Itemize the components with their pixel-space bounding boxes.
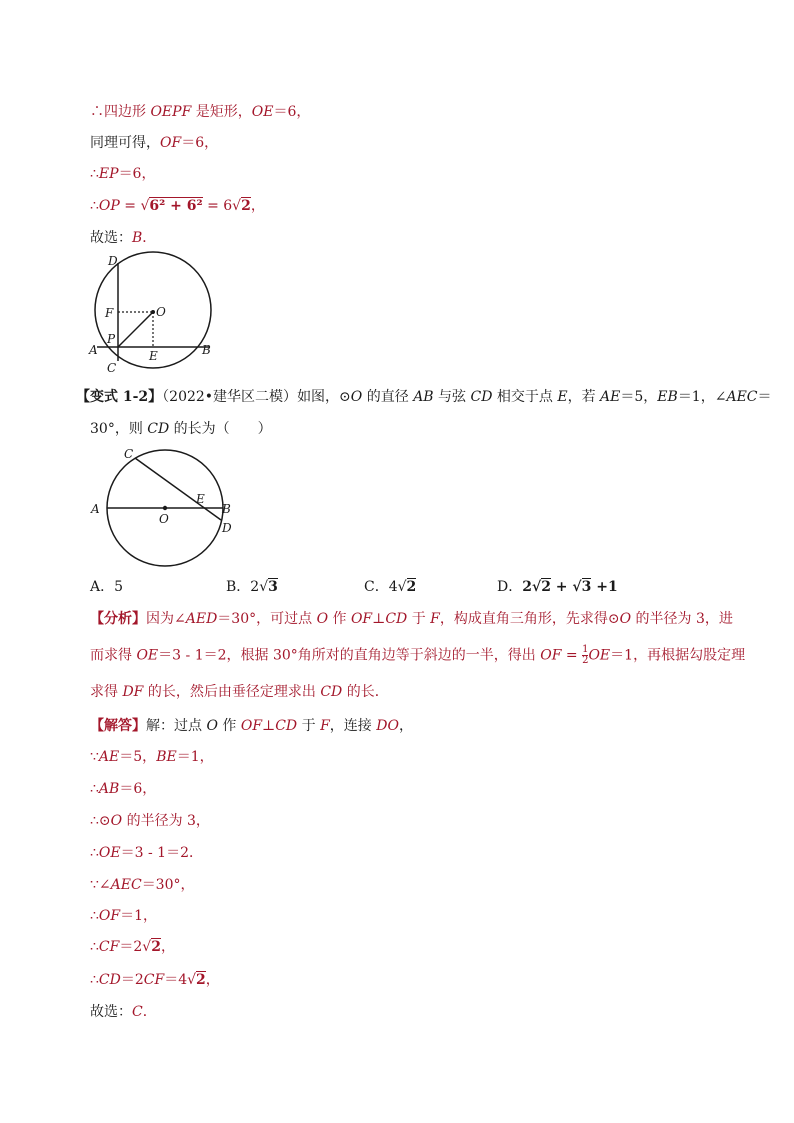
label-c: C: [107, 361, 117, 375]
solution-line-8: ∴CF＝2√2，: [90, 939, 175, 955]
solution-line-10: 故选：C．: [90, 1004, 157, 1020]
label-d: D: [108, 254, 118, 268]
chord-cd: [135, 458, 221, 520]
line-similarly: 同理可得，OF＝6，: [90, 135, 219, 151]
label-d: D: [222, 521, 232, 535]
fraction-half: $\frac{1}{2}$: [582, 644, 589, 666]
center-dot: [151, 310, 155, 314]
segment-po: [118, 312, 153, 347]
solution-line-1: 【解答】解：过点 O 作 OF⊥CD 于 F，连接 DO，: [90, 718, 413, 734]
line-rectangle: ∴四边形 OEPF 是矩形，OE＝6，: [90, 104, 311, 120]
solution-line-3: ∴AB＝6，: [90, 781, 157, 797]
label-c: C: [124, 447, 134, 461]
line-op: ∴OP = √6² + 6² = 6√2，: [90, 198, 265, 214]
label-e: E: [196, 492, 205, 506]
analysis-line-1: 【分析】因为∠AED＝30°，可过点 O 作 OF⊥CD 于 F，构成直角三角形，先求得⊙O 的半径为 3，进: [90, 611, 733, 627]
figure-circle-chord: [85, 442, 245, 572]
label-o: O: [156, 305, 166, 319]
label-f: F: [105, 306, 114, 320]
option-c[interactable]: C．4√2: [364, 579, 417, 595]
center-dot: [163, 506, 167, 510]
analysis-line-2: 而求得 OE＝3 - 1＝2，根据 30°角所对的直角边等于斜边的一半，得出 OF = $\frac{1}{2}$ OE＝1，再根据勾股定理: [90, 644, 746, 666]
label-a: A: [91, 502, 100, 516]
solution-line-4: ∴⊙O 的半径为 3，: [90, 813, 210, 829]
label-b: B: [202, 343, 211, 357]
solution-line-2: ∵AE＝5，BE＝1，: [90, 749, 214, 765]
solution-line-6: ∵∠AEC＝30°，: [90, 877, 195, 893]
label-a: A: [89, 343, 98, 357]
analysis-line-3: 求得 DF 的长，然后由垂径定理求出 CD 的长．: [90, 684, 389, 700]
solution-line-5: ∴OE＝3 - 1＝2．: [90, 845, 203, 861]
line-answer-b: 故选：B．: [90, 230, 157, 246]
label-b: B: [222, 502, 231, 516]
option-a[interactable]: A．5: [90, 579, 124, 595]
line-ep: ∴EP＝6，: [90, 166, 156, 182]
figure-circle-rectangle: [80, 250, 230, 380]
label-e: E: [149, 349, 158, 363]
label-p: P: [107, 332, 116, 346]
label-o: O: [159, 512, 169, 526]
solution-line-7: ∴OF＝1，: [90, 908, 158, 924]
option-d[interactable]: D．2√2 + √3 +1: [497, 579, 618, 595]
solution-line-9: ∴CD＝2CF＝4√2，: [90, 972, 220, 988]
option-b[interactable]: B．2√3: [226, 579, 278, 595]
problem-line-1: 【变式 1-2】（2022•建华区二模）如图，⊙O 的直径 AB 与弦 CD 相交于点 E，若 AE＝5，EB＝1，∠AEC＝: [76, 389, 772, 405]
problem-line-2: 30°，则 CD 的长为（ ）: [90, 421, 272, 437]
